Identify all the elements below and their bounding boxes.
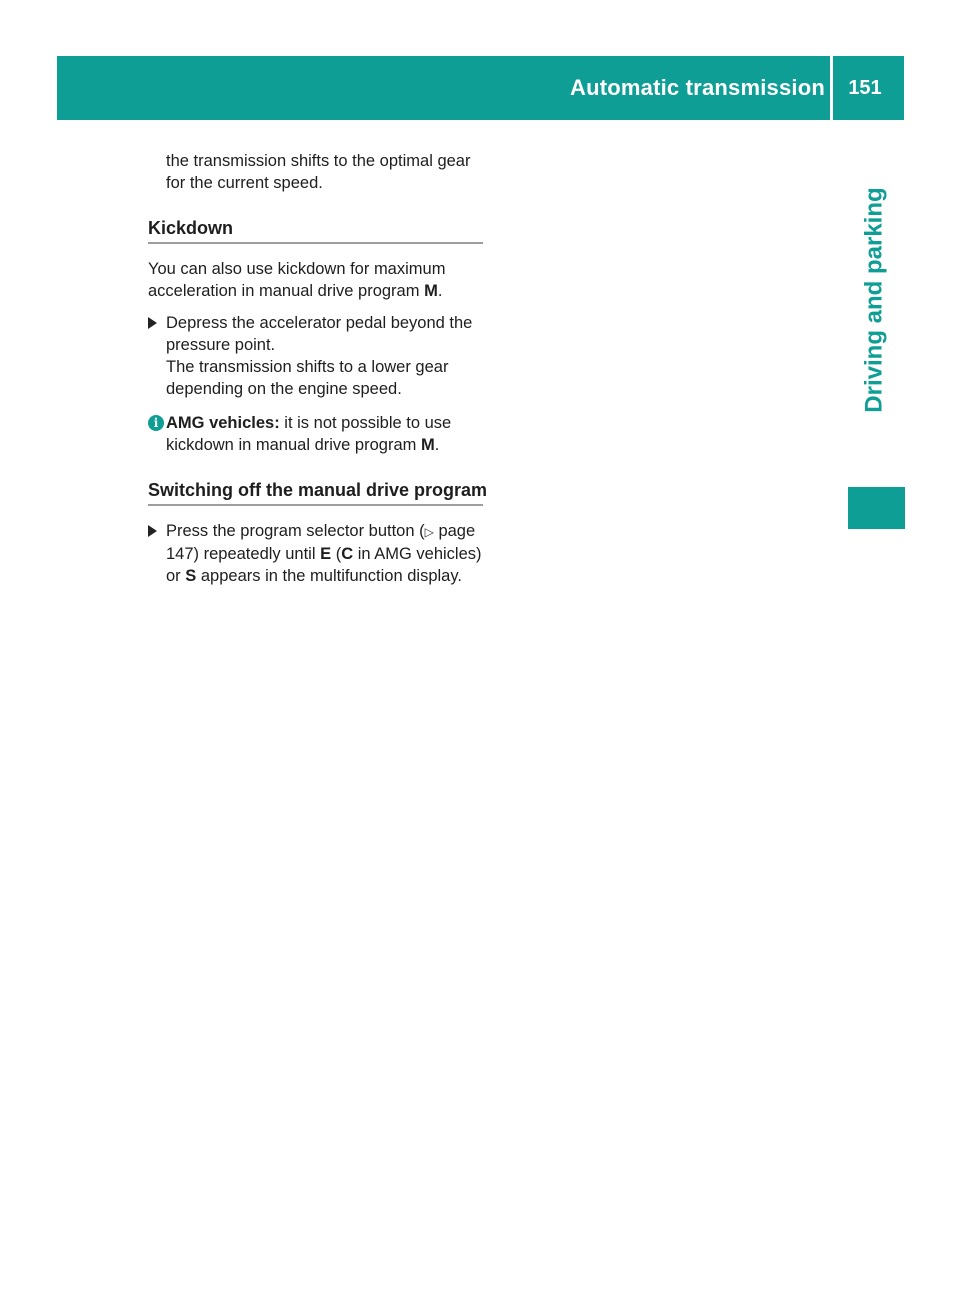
page-ref-icon: ▷ <box>424 525 434 539</box>
switching-off-section <box>148 520 483 587</box>
section-heading-kickdown: Kickdown <box>148 216 483 244</box>
step-item <box>148 520 483 587</box>
side-tab-label: Driving and parking <box>861 187 888 413</box>
kickdown-paragraph: You can also use kickdown for maximum acceleration in manual drive program M. <box>148 260 446 300</box>
kickdown-section <box>148 258 483 456</box>
info-note <box>148 412 483 456</box>
step-item <box>148 312 483 400</box>
side-tab-block <box>848 487 905 529</box>
info-text: AMG vehicles: it is not possible to use kickdown in manual drive program M. <box>166 414 452 454</box>
side-tab <box>845 120 905 480</box>
info-icon: i <box>148 415 164 431</box>
step-text: Depress the accelerator pedal beyond the pressure point. <box>166 314 473 354</box>
header-title: Automatic transmission <box>569 75 825 100</box>
step-text: Press the program selector button (▷ page 147) repeatedly until E (C in AMG vehicles) or S appears in the multifunction display. <box>166 522 482 585</box>
section-heading-switching-off: Switching off the manual drive program <box>148 478 483 506</box>
page-number: 151 <box>848 76 882 99</box>
intro-line: the transmission shifts to the optimal gear <box>166 152 471 170</box>
step-arrow-icon <box>148 525 157 537</box>
intro-line: for the current speed. <box>166 174 323 192</box>
step-result: The transmission shifts to a lower gear depending on the engine speed. <box>166 358 449 398</box>
step-arrow-icon <box>148 317 157 329</box>
content-column <box>148 150 488 587</box>
header-divider <box>830 56 833 120</box>
